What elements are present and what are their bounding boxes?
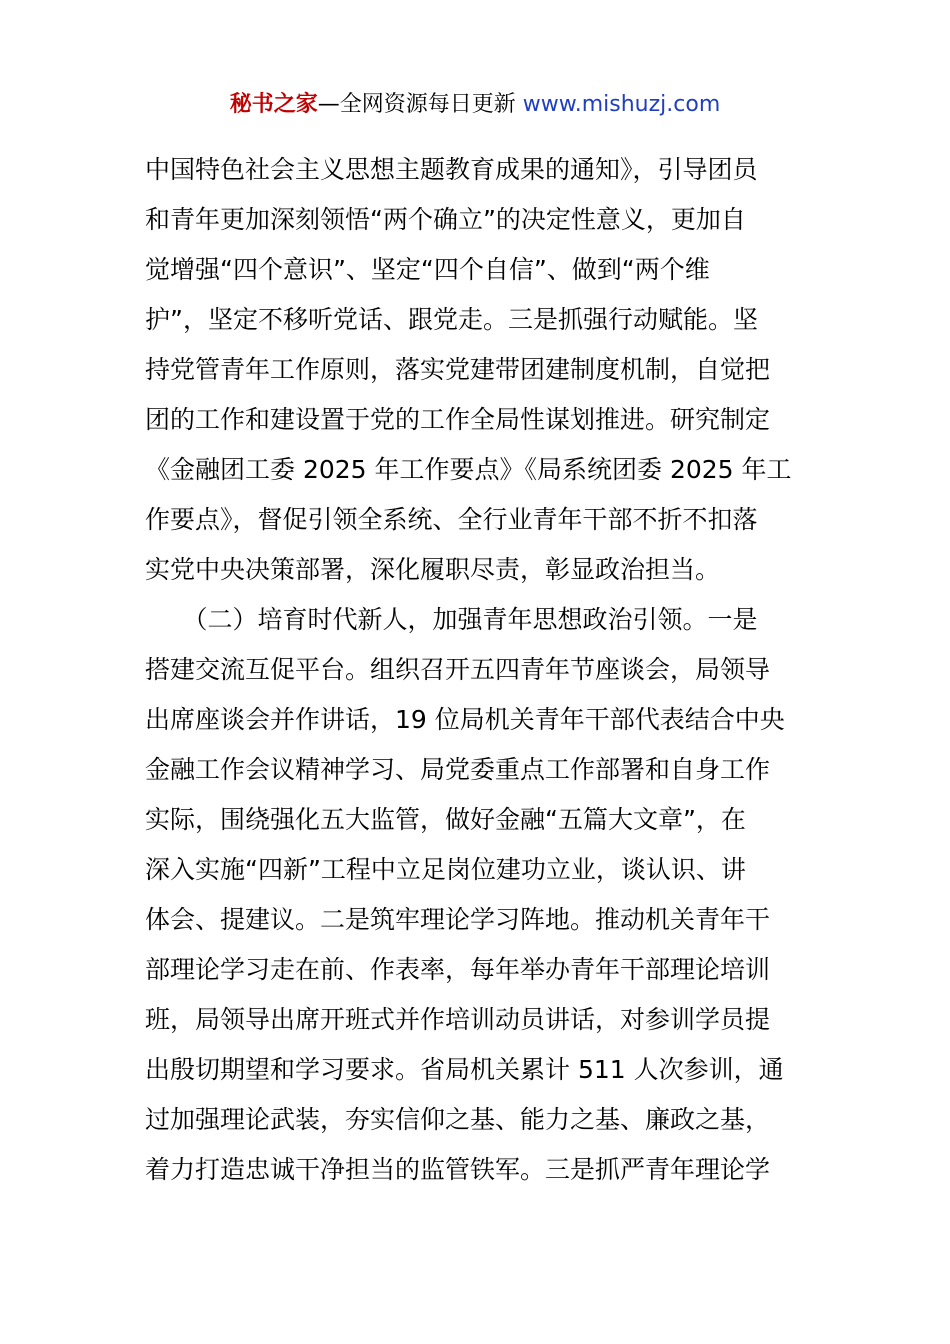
text-line: 作要点》，督促引领全系统、全行业青年干部不折不扣落 — [145, 505, 758, 534]
text-line: 护”，坚定不移听党话、跟党走。三是抓强行动赋能。坚 — [145, 305, 758, 334]
text-line: 金融工作会议精神学习、局党委重点工作部署和自身工作 — [145, 755, 771, 784]
text-line: 觉增强“四个意识”、坚定“四个自信”、做到“两个维 — [145, 255, 710, 284]
brand-name: 秘书之家 — [229, 92, 318, 117]
text-line: 和青年更加深刻领悟“两个确立”的决定性意义，更加自 — [145, 205, 746, 234]
text-line: 部理论学习走在前、作表率，每年举办青年干部理论培训 — [145, 955, 771, 984]
header-tagline: —全网资源每日更新 — [317, 92, 516, 117]
text-line: 团的工作和建设置于党的工作全局性谋划推进。研究制定 — [145, 405, 771, 434]
text-line: 着力打造忠诚干净担当的监管铁军。三是抓严青年理论学 — [145, 1155, 771, 1184]
site-url-link[interactable]: www.mishuzj.com — [522, 92, 721, 117]
text-line: 出殷切期望和学习要求。省局机关累计 511 人次参训，通 — [145, 1055, 784, 1084]
text-line: （二）培育时代新人，加强青年思想政治引领。一是 — [145, 605, 758, 634]
text-line: 中国特色社会主义思想主题教育成果的通知》，引导团员 — [145, 155, 758, 184]
text-line: 出席座谈会并作讲话，19 位局机关青年干部代表结合中央 — [145, 705, 785, 734]
text-line: 搭建交流互促平台。组织召开五四青年节座谈会，局领导 — [145, 655, 771, 684]
text-line: 深入实施“四新”工程中立足岗位建功立业，谈认识、讲 — [145, 855, 746, 884]
text-line: 过加强理论武装，夯实信仰之基、能力之基、廉政之基， — [145, 1105, 771, 1134]
text-line: 实党中央决策部署，深化履职尽责，彰显政治担当。 — [145, 555, 721, 584]
text-line: 实际，围绕强化五大监管，做好金融“五篇大文章”，在 — [145, 805, 746, 834]
document-body — [145, 145, 815, 1195]
text-line: 《金融团工委 2025 年工作要点》《局系统团委 2025 年工 — [145, 455, 792, 484]
text-line: 体会、提建议。二是筑牢理论学习阵地。推动机关青年干 — [145, 905, 771, 934]
page-header — [0, 88, 950, 122]
text-line: 持党管青年工作原则，落实党建带团建制度机制，自觉把 — [145, 355, 771, 384]
text-line: 班，局领导出席开班式并作培训动员讲话，对参训学员提 — [145, 1005, 771, 1034]
